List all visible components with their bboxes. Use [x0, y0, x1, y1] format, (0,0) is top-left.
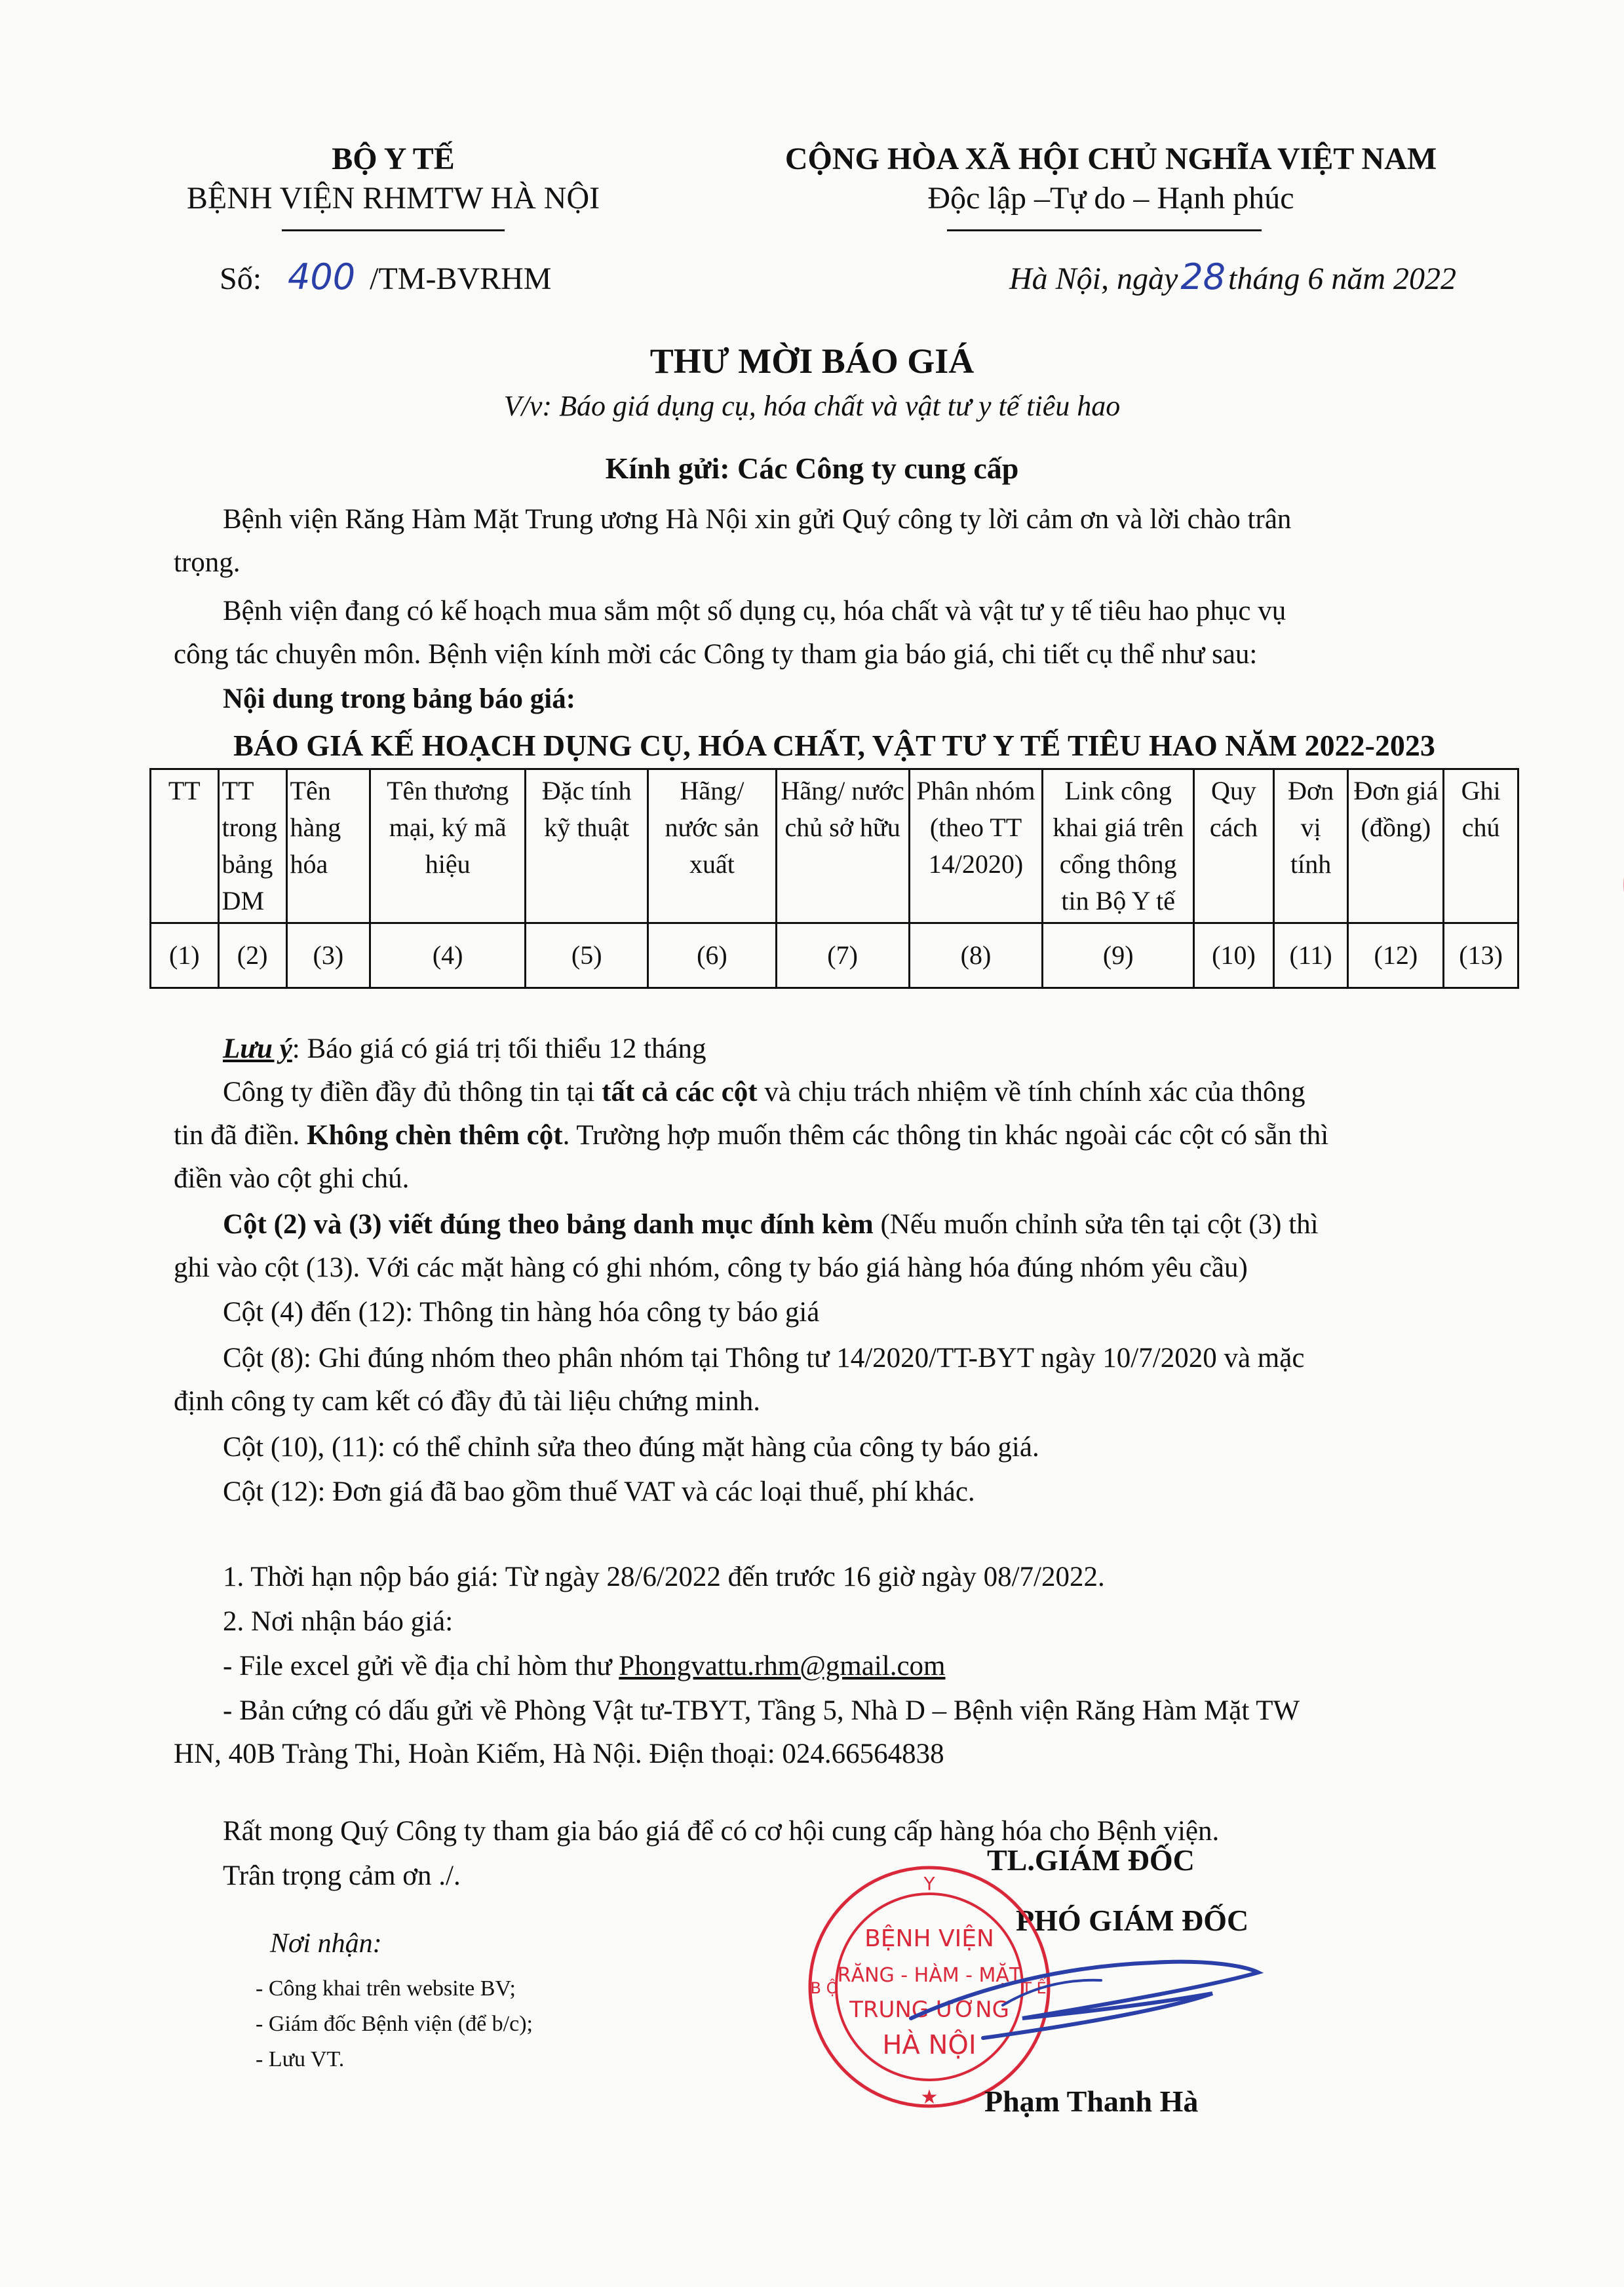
submission-deadline: 1. Thời hạn nộp báo giá: Từ ngày 28/6/2022 đến trước 16 giờ ngày 08/7/2022.: [223, 1562, 1105, 1592]
ministry-name: BỘ Y TẾ: [332, 142, 455, 176]
document-date: Hà Nội, ngày28tháng 6 năm 2022: [1009, 256, 1457, 298]
column-number-cell: (12): [1348, 923, 1444, 988]
stamp-ring-right: T Ế: [1022, 1979, 1047, 1997]
stamp-line-2: RĂNG - HÀM - MẶT: [837, 1964, 1022, 1987]
note-1-line-3: điền vào cột ghi chú.: [174, 1163, 410, 1194]
header-cell: Đơn vị tính: [1273, 769, 1348, 923]
note-3: Cột (4) đến (12): Thông tin hàng hóa công ty báo giá: [223, 1297, 820, 1328]
intro-paragraph-1-line-1: Bệnh viện Răng Hàm Mặt Trung ương Hà Nội xin gửi Quý công ty lời cảm ơn và lời chào trân: [223, 504, 1292, 535]
intro-paragraph-1-line-2: trọng.: [174, 547, 241, 578]
header-cell: Tên hàng hóa: [286, 769, 370, 923]
signer-name: Phạm Thanh Hà: [984, 2085, 1199, 2118]
recipient-item: - Giám đốc Bệnh viện (để b/c);: [256, 2012, 533, 2036]
recipients-label: Nơi nhận:: [270, 1929, 382, 1959]
intro-paragraph-2-line-1: Bệnh viện đang có kế hoạch mua sắm một số dụng cụ, hóa chất và vật tư y tế tiêu hao phục vụ: [223, 596, 1286, 626]
header-cell: TT trong bảng DM: [218, 769, 286, 923]
stamp-line-3: TRUNG ƯƠNG: [849, 1997, 1009, 2023]
header-cell: Link công khai giá trên cổng thông tin Bộ Y tế: [1043, 769, 1194, 923]
handwritten-day: 28: [1180, 256, 1226, 298]
page-title: THƯ MỜI BÁO GIÁ: [649, 341, 975, 381]
table-header-row: [151, 769, 1518, 923]
national-motto: Độc lập –Tự do – Hạnh phúc: [927, 181, 1294, 216]
note-4-line-2: định công ty cam kết có đầy đủ tài liệu chứng minh.: [174, 1386, 761, 1417]
table-number-row: [151, 923, 1518, 988]
note-1-line-2: tin đã điền. Không chèn thêm cột. Trường hợp muốn thêm các thông tin khác ngoài các cột có sẵn thì: [174, 1120, 1329, 1151]
stamp-line-4: HÀ NỘI: [882, 2030, 976, 2060]
validity-note: Lưu ý: Báo giá có giá trị tối thiểu 12 tháng: [223, 1033, 706, 1064]
column-number-cell: (7): [776, 923, 909, 988]
column-number-cell: (2): [218, 923, 286, 988]
submission-place-heading: 2. Nơi nhận báo giá:: [223, 1606, 454, 1637]
closing-line-1: Rất mong Quý Công ty tham gia báo giá để có cơ hội cung cấp hàng hóa cho Bệnh viện.: [223, 1816, 1220, 1847]
document-number: Số: 400 /TM-BVRHM: [220, 256, 552, 298]
header-cell: Đặc tính kỹ thuật: [526, 769, 648, 923]
header-left-divider: [282, 229, 505, 231]
header-cell: Quy cách: [1194, 769, 1274, 923]
header-cell: Hãng/ nước chủ sở hữu: [776, 769, 909, 923]
header-right-divider: [947, 229, 1262, 231]
subject-line: V/v: Báo giá dụng cụ, hóa chất và vật tư y tế tiêu hao: [503, 390, 1121, 422]
signature-role-1: TL.GIÁM ĐỐC: [987, 1843, 1195, 1877]
submission-email-line: - File excel gửi về địa chỉ hòm thư Phongvattu.rhm@gmail.com: [223, 1651, 946, 1682]
column-number-cell: (13): [1444, 923, 1518, 988]
column-number-cell: (3): [286, 923, 370, 988]
note-2-line-2: ghi vào cột (13). Với các mặt hàng có ghi nhóm, công ty báo giá hàng hóa đúng nhóm yêu cầu): [174, 1252, 1248, 1283]
stamp-ring-left: B Ộ: [810, 1979, 839, 1997]
note-5: Cột (10), (11): có thể chỉnh sửa theo đúng mặt hàng của công ty báo giá.: [223, 1432, 1039, 1463]
column-number-cell: (6): [648, 923, 776, 988]
header-cell: Hãng/ nước sản xuất: [648, 769, 776, 923]
header-cell: Ghi chú: [1444, 769, 1518, 923]
country-name: CỘNG HÒA XÃ HỘI CHỦ NGHĨA VIỆT NAM: [784, 142, 1437, 176]
column-number-cell: (4): [370, 923, 526, 988]
handwritten-signature: [904, 1940, 1271, 2058]
salutation: Kính gửi: Các Công ty cung cấp: [605, 452, 1019, 485]
email-link[interactable]: Phongvattu.rhm@gmail.com: [619, 1651, 946, 1682]
handwritten-number: 400: [288, 256, 356, 298]
column-number-cell: (8): [909, 923, 1043, 988]
note-4-line-1: Cột (8): Ghi đúng nhóm theo phân nhóm tại Thông tư 14/2020/TT-BYT ngày 10/7/2020 và mặc: [223, 1343, 1305, 1374]
recipient-item: - Lưu VT.: [256, 2047, 345, 2071]
content-heading: Nội dung trong bảng báo giá:: [223, 683, 576, 714]
column-number-cell: (1): [151, 923, 219, 988]
note-label: Lưu ý: [223, 1033, 292, 1064]
note-6: Cột (12): Đơn giá đã bao gồm thuế VAT và các loại thuế, phí khác.: [223, 1476, 975, 1507]
hard-copy-line-1: - Bản cứng có dấu gửi về Phòng Vật tư-TBYT, Tầng 5, Nhà D – Bệnh viện Răng Hàm Mặt TW: [223, 1695, 1300, 1726]
hard-copy-line-2: HN, 40B Tràng Thi, Hoàn Kiếm, Hà Nội. Điện thoại: 024.66564838: [174, 1739, 944, 1769]
column-number-cell: (10): [1194, 923, 1274, 988]
intro-paragraph-2-line-2: công tác chuyên môn. Bệnh viện kính mời các Công ty tham gia báo giá, chi tiết cụ thể như sau:: [174, 639, 1258, 670]
header-cell: Tên thương mại, ký mã hiệu: [370, 769, 526, 923]
hospital-name: BỆNH VIỆN RHMTW HÀ NỘI: [186, 181, 600, 216]
column-number-cell: (5): [526, 923, 648, 988]
quote-table: [149, 768, 1519, 989]
header-cell: Phân nhóm (theo TT 14/2020): [909, 769, 1043, 923]
column-number-cell: (9): [1043, 923, 1194, 988]
closing-line-2: Trân trọng cảm ơn ./.: [223, 1860, 461, 1891]
signature-role-2: PHÓ GIÁM ĐỐC: [1016, 1904, 1249, 1937]
header-cell: Đơn giá (đồng): [1348, 769, 1444, 923]
header-cell: TT: [151, 769, 219, 923]
stamp-line-1: BỆNH VIỆN: [864, 1925, 994, 1952]
note-2-line-1: Cột (2) và (3) viết đúng theo bảng danh mục đính kèm (Nếu muốn chỉnh sửa tên tại cột (3) thì: [223, 1209, 1319, 1240]
recipient-item: - Công khai trên website BV;: [256, 1976, 516, 2001]
partial-edge-stamp: [1599, 786, 1624, 983]
stamp-ring-top: Y: [923, 1873, 935, 1894]
note-1-line-1: Công ty điền đầy đủ thông tin tại tất cả các cột và chịu trách nhiệm về tính chính xác của thông: [223, 1077, 1305, 1107]
stamp-star-icon: ★: [920, 2086, 938, 2109]
column-number-cell: (11): [1273, 923, 1348, 988]
table-title: BÁO GIÁ KẾ HOẠCH DỤNG CỤ, HÓA CHẤT, VẬT TƯ Y TẾ TIÊU HAO NĂM 2022-2023: [233, 729, 1435, 762]
